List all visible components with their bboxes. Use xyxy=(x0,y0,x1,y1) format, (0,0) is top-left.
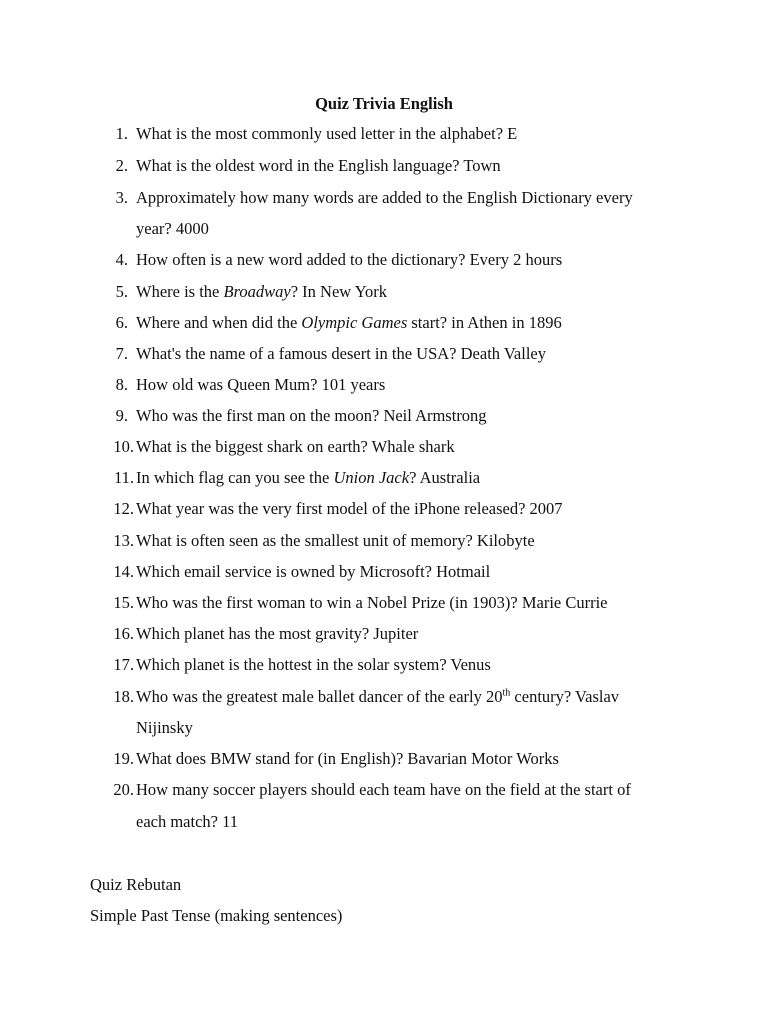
question-text xyxy=(136,374,681,396)
question-text xyxy=(136,530,681,552)
question-text-segment: What is the biggest shark on earth? Whale shark xyxy=(136,437,455,456)
question-continuation: Nijinsky xyxy=(136,718,193,737)
question-text-segment: Approximately how many words are added to the English Dictionary every xyxy=(136,188,633,207)
question-text-segment: What's the name of a famous desert in the USA? Death Valley xyxy=(136,344,547,363)
question-text-segment: century? Vaslav xyxy=(510,687,620,706)
question-text-segment: start? in Athen in 1896 xyxy=(407,313,562,332)
question-text-segment: ? In New York xyxy=(290,282,387,301)
section-subheading: Simple Past Tense (making sentences) xyxy=(90,906,343,925)
italic-term: Union Jack xyxy=(333,468,410,487)
question-text xyxy=(136,249,681,271)
question-number: 17. xyxy=(113,655,134,674)
question-text-segment: What year was the very first model of the iPhone released? 2007 xyxy=(136,499,563,518)
question-text-segment: How often is a new word added to the dictionary? Every 2 hours xyxy=(136,250,563,269)
question-text-segment: ? Australia xyxy=(409,468,481,487)
question-text xyxy=(136,155,681,177)
section-heading: Quiz Rebutan xyxy=(90,875,182,894)
question-text xyxy=(136,312,681,334)
question-number: 1. xyxy=(115,124,128,143)
question-continuation: each match? 11 xyxy=(136,812,238,831)
question-text-segment: Who was the greatest male ballet dancer of the early 20 xyxy=(136,687,503,706)
question-text-segment: In which flag can you see the xyxy=(136,468,334,487)
question-text xyxy=(136,592,681,614)
question-text xyxy=(136,623,681,645)
question-number: 19. xyxy=(113,749,134,768)
question-text-segment: What is the oldest word in the English language? Town xyxy=(136,156,501,175)
question-number: 5. xyxy=(115,282,128,301)
question-number: 13. xyxy=(113,531,134,550)
question-number: 3. xyxy=(115,188,128,207)
question-number: 2. xyxy=(115,156,128,175)
question-text-segment: Which planet is the hottest in the solar system? Venus xyxy=(136,655,491,674)
question-text xyxy=(136,779,681,801)
question-text-segment: Which email service is owned by Microsoft? Hotmail xyxy=(136,562,491,581)
superscript-suffix: th xyxy=(502,687,511,699)
question-number: 9. xyxy=(115,406,128,425)
question-number: 4. xyxy=(115,250,128,269)
italic-term: Broadway xyxy=(223,282,291,301)
question-number: 14. xyxy=(113,562,134,581)
question-text xyxy=(136,343,681,365)
question-text xyxy=(136,187,681,209)
question-text-segment: Where and when did the xyxy=(136,313,302,332)
question-text-segment: Where is the xyxy=(136,282,224,301)
question-text xyxy=(136,123,681,145)
question-text xyxy=(136,436,681,458)
question-continuation: year? 4000 xyxy=(136,219,209,238)
question-number: 8. xyxy=(115,375,128,394)
question-text-segment: Who was the first man on the moon? Neil Armstrong xyxy=(136,406,487,425)
question-number: 10. xyxy=(113,437,134,456)
question-number: 12. xyxy=(113,499,134,518)
question-number: 11. xyxy=(113,468,134,487)
question-number: 20. xyxy=(113,780,134,799)
question-text-segment: How many soccer players should each team have on the field at the start of xyxy=(136,780,631,799)
question-number: 16. xyxy=(113,624,134,643)
question-text xyxy=(136,467,681,489)
question-number: 18. xyxy=(113,687,134,706)
question-text xyxy=(136,686,681,708)
question-text-segment: What does BMW stand for (in English)? Bavarian Motor Works xyxy=(136,749,559,768)
question-text xyxy=(136,748,681,770)
question-number: 15. xyxy=(113,593,134,612)
question-text-segment: How old was Queen Mum? 101 years xyxy=(136,375,386,394)
question-text xyxy=(136,654,681,676)
document-title: Quiz Trivia English xyxy=(315,94,453,113)
italic-term: Olympic Games xyxy=(301,313,408,332)
question-text-segment: Who was the first woman to win a Nobel Prize (in 1903)? Marie Currie xyxy=(136,593,608,612)
question-text-segment: What is often seen as the smallest unit of memory? Kilobyte xyxy=(136,531,535,550)
question-number: 7. xyxy=(115,344,128,363)
question-text xyxy=(136,405,681,427)
question-text-segment: What is the most commonly used letter in the alphabet? E xyxy=(136,124,518,143)
question-text xyxy=(136,498,681,520)
question-text xyxy=(136,281,681,303)
question-number: 6. xyxy=(115,313,128,332)
question-text-segment: Which planet has the most gravity? Jupiter xyxy=(136,624,419,643)
question-text xyxy=(136,561,681,583)
